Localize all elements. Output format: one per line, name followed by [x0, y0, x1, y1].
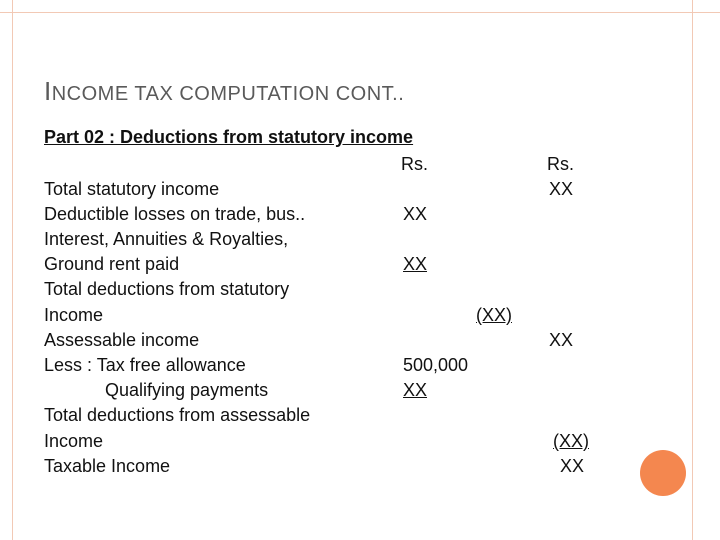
- label-qualifying-payments: Qualifying payments: [105, 380, 269, 400]
- value-qualifying-payments: XX: [403, 380, 428, 400]
- value-tax-free-allowance: 500,000: [403, 355, 469, 375]
- column-header-1: Rs.: [401, 154, 428, 174]
- label-interest-annuities: Interest, Annuities & Royalties,: [44, 229, 289, 249]
- label-assessable-income: Assessable income: [44, 330, 200, 350]
- value-ground-rent: XX: [403, 254, 428, 274]
- label-total-deductions-assessable-1: Total deductions from assessable: [44, 405, 311, 425]
- slide-frame-left: [12, 0, 13, 540]
- accent-circle: [640, 450, 686, 496]
- label-ground-rent: Ground rent paid: [44, 254, 180, 274]
- value-taxable-income: XX: [560, 456, 585, 476]
- column-header-2: Rs.: [547, 154, 574, 174]
- slide-frame-top: [0, 12, 720, 13]
- value-total-deductions-assessable: (XX): [553, 431, 589, 451]
- value-assessable-income: XX: [549, 330, 574, 350]
- label-total-statutory-income: Total statutory income: [44, 179, 220, 199]
- label-total-deductions-statutory-1: Total deductions from statutory: [44, 279, 290, 299]
- title-first-letter: I: [44, 76, 52, 106]
- slide-frame-right: [692, 0, 693, 540]
- section-heading: Part 02 : Deductions from statutory income: [44, 127, 414, 147]
- label-taxable-income: Taxable Income: [44, 456, 171, 476]
- label-deductible-losses: Deductible losses on trade, bus..: [44, 204, 306, 224]
- label-less-tax-free: Less : Tax free allowance: [44, 355, 246, 375]
- value-total-statutory-income: XX: [549, 179, 574, 199]
- label-total-deductions-assessable-2: Income: [44, 431, 104, 451]
- title-rest: NCOME TAX COMPUTATION CONT..: [51, 83, 405, 105]
- slide-title: [44, 76, 404, 107]
- label-total-deductions-statutory-2: Income: [44, 305, 104, 325]
- value-total-deductions-statutory: (XX): [476, 305, 512, 325]
- value-deductible-losses: XX: [403, 204, 428, 224]
